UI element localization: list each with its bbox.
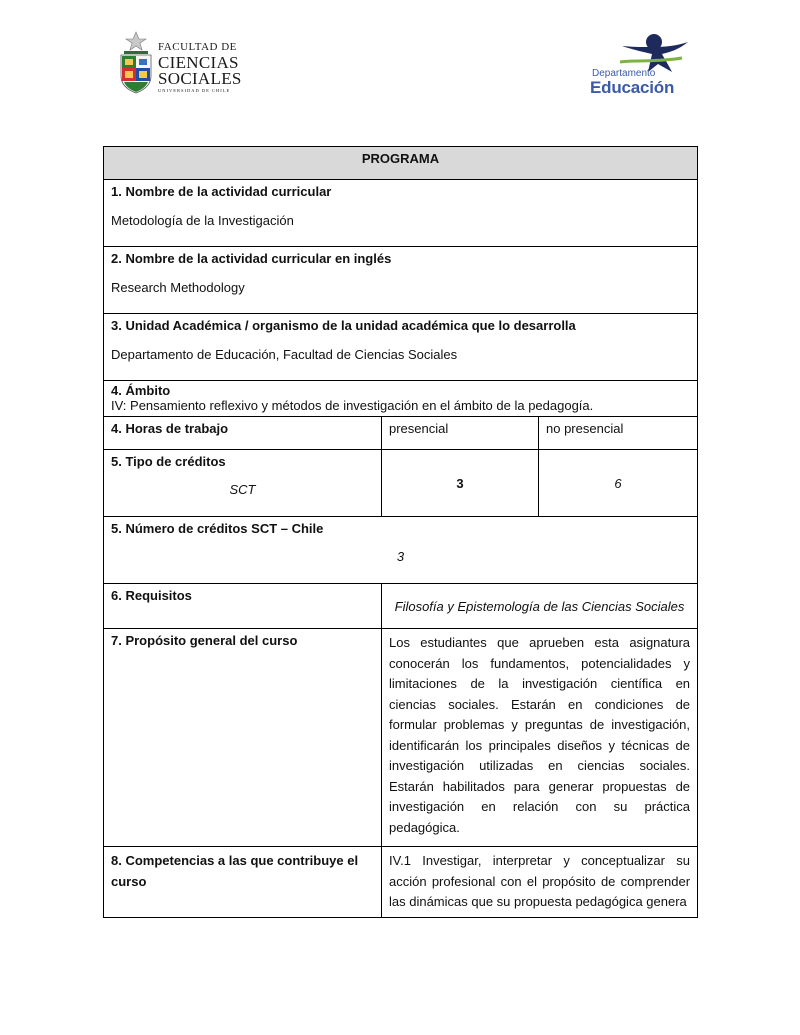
competencies-value: IV.1 Investigar, interpretar y conceptualizar su acción profesional con el propósito de comprender las dinámicas que su propuesta pedagógica genera: [382, 847, 698, 918]
program-title: PROGRAMA: [104, 147, 698, 180]
section-2-label: 2. Nombre de la actividad curricular en inglés: [111, 251, 392, 266]
credits-type-value: SCT: [229, 482, 256, 497]
section-2-row: [104, 247, 698, 314]
section-1-label: 1. Nombre de la actividad curricular: [111, 184, 332, 199]
competencies-label: 8. Competencias a las que contribuye el curso: [104, 847, 382, 918]
faculty-logo-line2: CIENCIAS: [158, 53, 239, 72]
section-3-label: 3. Unidad Académica / organismo de la unidad académica que lo desarrolla: [111, 318, 576, 333]
section-4-label: 4. Ámbito: [111, 383, 171, 398]
department-logo-line1: Departamento: [592, 68, 656, 79]
faculty-logo-line4: UNIVERSIDAD DE CHILE: [158, 88, 231, 93]
section-1-value: Metodología de la Investigación: [111, 213, 294, 228]
hours-label: 4. Horas de trabajo: [104, 417, 382, 450]
program-title-row: [104, 147, 698, 180]
faculty-name: [158, 42, 242, 94]
credits-type-row: [104, 450, 698, 517]
university-crest-icon: [118, 30, 154, 94]
requirements-row: [104, 584, 698, 629]
program-table: [103, 146, 698, 918]
sct-credits-value: 3: [396, 549, 405, 564]
faculty-logo: [118, 30, 258, 98]
section-3-value: Departamento de Educación, Facultad de Ciencias Sociales: [111, 347, 458, 362]
competencies-row: [104, 847, 698, 918]
department-logo: [590, 32, 700, 98]
section-3-row: [104, 314, 698, 381]
sct-credits-label: 5. Número de créditos SCT – Chile: [111, 521, 324, 536]
requirements-label: 6. Requisitos: [104, 584, 382, 629]
section-4-value: IV: Pensamiento reflexivo y métodos de investigación en el ámbito de la pedagogía.: [111, 398, 594, 413]
purpose-row: [104, 629, 698, 847]
faculty-logo-line1: FACULTAD DE: [158, 41, 237, 53]
presencial-hours-value: 3: [382, 450, 539, 517]
no-presencial-hours-value: 6: [539, 450, 698, 517]
credits-type-label: 5. Tipo de créditos: [111, 454, 226, 469]
hours-presencial-header: presencial: [382, 417, 539, 450]
faculty-logo-line3: SOCIALES: [158, 69, 242, 88]
section-4-row: [104, 381, 698, 417]
purpose-label: 7. Propósito general del curso: [104, 629, 382, 847]
hours-row: [104, 417, 698, 450]
section-2-value: Research Methodology: [111, 280, 245, 295]
department-logo-line2: Educación: [590, 78, 675, 97]
requirements-value: Filosofía y Epistemología de las Ciencias Sociales: [382, 584, 698, 629]
section-1-row: [104, 180, 698, 247]
sct-credits-row: [104, 517, 698, 584]
purpose-value: Los estudiantes que aprueben esta asignatura conocerán los fundamentos, potencialidades y limitaciones de la investigación científica en ciencias sociales. Estarán en condiciones de formular problemas y preguntas de investigación, identificarán los principales diseños y técnicas de investigación utilizadas en ciencias sociales. Estarán habilitados para generar propuestas de investigación en relación con su práctica pedagógica.: [382, 629, 698, 847]
hours-no-presencial-header: no presencial: [539, 417, 698, 450]
